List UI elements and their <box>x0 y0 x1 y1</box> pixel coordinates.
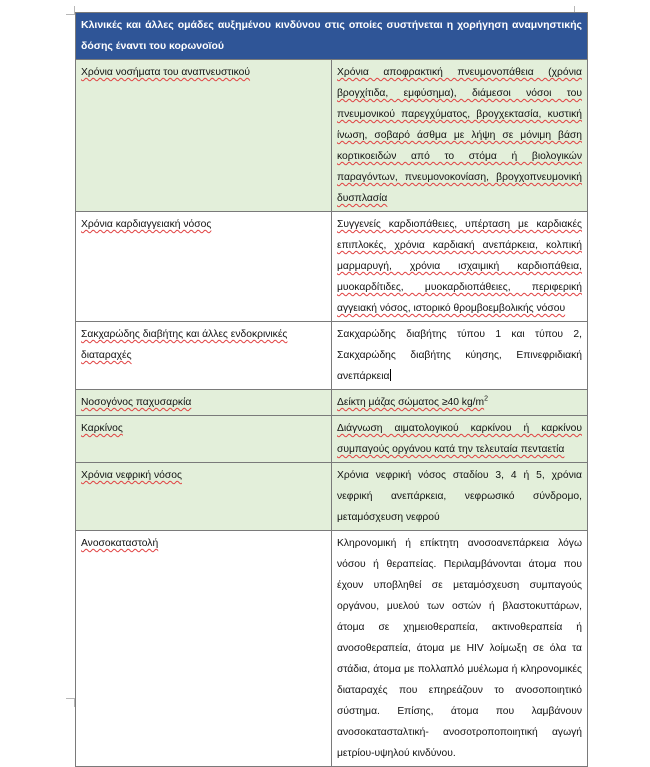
table-row <box>76 322 588 390</box>
table-row <box>76 212 588 322</box>
category-label: Ανοσοκαταστολή <box>81 538 159 549</box>
category-label: Σακχαρώδης διαβήτης και άλλες ενδοκρινικές διαταραχές <box>81 329 288 361</box>
description-text: Σακχαρώδης διαβήτης τύπου 1 και τύπου 2, Σακχαρώδης διαβήτης κύησης, Επινεφριδιακή ανεπάρκεια <box>337 329 582 382</box>
table-title[interactable]: Κλινικές και άλλες ομάδες αυξημένου κινδύνου στις οποίες συστήνεται η χορήγηση αναμνηστικής δόσης έναντι του κορωνοϊού <box>76 13 588 60</box>
category-cell[interactable] <box>76 463 332 531</box>
description-cell[interactable] <box>332 60 588 212</box>
risk-groups-table <box>75 12 588 767</box>
category-label: Καρκίνος <box>81 423 123 434</box>
category-cell[interactable] <box>76 390 332 416</box>
table-header-row <box>76 13 588 60</box>
description-text: Δείκτη μάζας σώματος ≥40 kg/m <box>337 397 485 408</box>
category-label: Χρόνια νοσήματα του αναπνευστικού <box>81 67 251 78</box>
category-cell[interactable] <box>76 212 332 322</box>
description-cell[interactable] <box>332 416 588 463</box>
description-text: Συγγενείς καρδιοπάθειες, υπέρταση με καρδιακές επιπλοκές, χρόνια καρδιακή ανεπάρκεια, κολπική μαρμαρυγή, χρόνια ισχαιμική καρδιοπάθεια, μυοκαρδίτιδες, μυοκαρδιοπάθειες, περιφερική αγγειακή νόσος, ιστορικό θρομβοεμβολικής νόσου <box>337 219 582 314</box>
description-text: Κληρονομική ή επίκτητη ανοσοανεπάρκεια λόγω νόσου ή θεραπείας. Περιλαμβάνονται άτομα που έχουν υποβληθεί σε μεταμόσχευση συμπαγούς οργάνου, μυελού των οστών ή βλαστοκυττάρων, άτομα σε χημειοθεραπεία, ακτινοθεραπεία ή ανοσοθεραπεία, άτομα με HIV λοίμωξη σε όλα τα στάδια, άτομα με πολλαπλό μυέλωμα ή κληρονομικές διαταραχές που επηρεάζουν το ανοσοποιητικό σύστημα. Επίσης, άτομα που λαμβάνουν ανοσοκατασταλτική- ανοσοτροποποιητική αγωγή μετρίου-υψηλού κινδύνου. <box>337 538 582 759</box>
superscript-exponent: 2 <box>484 395 489 403</box>
page-corner-bottom-left <box>66 698 75 707</box>
description-text: Χρόνια αποφρακτική πνευμονοπάθεια (χρόνια βρογχίτιδα, εμφύσημα), διάμεσοι νόσοι του πνευμονικού παρεγχύματος, βρογχεκτασία, κυστική ίνωση, σοβαρό άσθμα με λήψη σε μόνιμη βάση κορτικοειδών από το στόμα ή βιολογικών παραγόντων, πνευμονοκονίαση, βρογχοπνευμονική δυσπλασία <box>337 67 582 204</box>
category-cell[interactable] <box>76 416 332 463</box>
description-cell[interactable] <box>332 390 588 416</box>
description-cell[interactable] <box>332 322 588 390</box>
description-cell[interactable] <box>332 531 588 767</box>
table-row <box>76 416 588 463</box>
description-cell[interactable] <box>332 463 588 531</box>
category-cell[interactable] <box>76 60 332 212</box>
page-corner-top-left <box>66 6 75 15</box>
table-row <box>76 463 588 531</box>
text-cursor <box>390 369 391 381</box>
table-row <box>76 531 588 767</box>
category-label: Χρόνια νεφρική νόσος <box>81 470 182 481</box>
category-cell[interactable] <box>76 322 332 390</box>
table-row <box>76 390 588 416</box>
category-cell[interactable] <box>76 531 332 767</box>
description-text: Διάγνωση αιματολογικού καρκίνου ή καρκίνου συμπαγούς οργάνου κατά την τελευταία πενταετία <box>337 423 582 455</box>
description-cell[interactable] <box>332 212 588 322</box>
category-label: Χρόνια καρδιαγγειακή νόσος <box>81 219 212 230</box>
description-text: Χρόνια νεφρική νόσος σταδίου 3, 4 ή 5, χρόνια νεφρική ανεπάρκεια, νεφρωσικό σύνδρομο, μεταμόσχευση νεφρού <box>337 470 582 523</box>
table-row <box>76 60 588 212</box>
category-label: Νοσογόνος παχυσαρκία <box>81 397 192 408</box>
